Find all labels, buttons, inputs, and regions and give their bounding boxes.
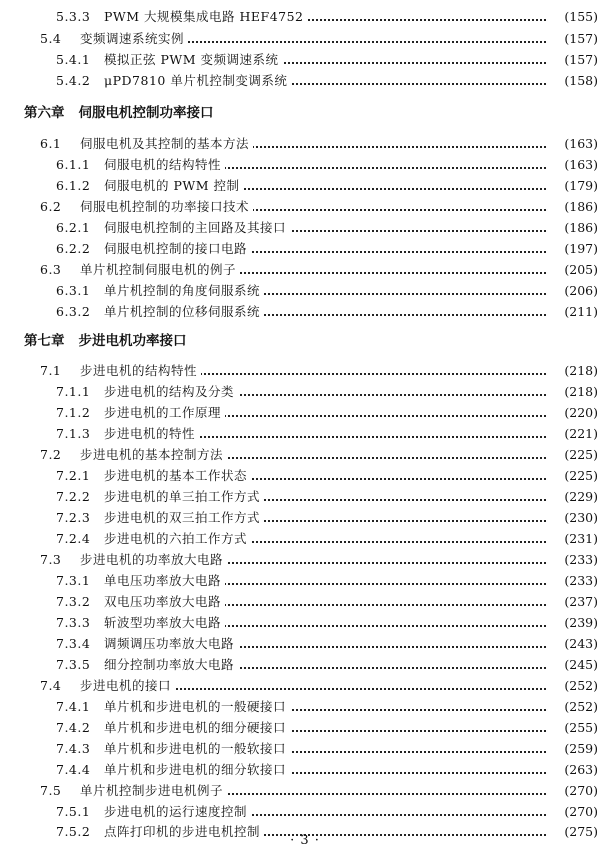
entry-number: 6.3.2 bbox=[56, 304, 91, 319]
entry-page: (233) bbox=[561, 570, 598, 592]
entry-page: (225) bbox=[561, 465, 598, 487]
toc-entry bbox=[0, 70, 610, 92]
entry-number: 7.1 bbox=[40, 363, 62, 378]
entry-number: 7.3 bbox=[40, 552, 62, 567]
entry-page: (252) bbox=[561, 696, 598, 718]
entry-number: 7.2.1 bbox=[56, 468, 91, 483]
entry-title: 步进电机的特性 bbox=[104, 423, 199, 445]
entry-number: 7.3.3 bbox=[56, 615, 91, 630]
entry-page: (225) bbox=[561, 444, 598, 466]
entry-title: 步进电机的单三拍工作方式 bbox=[104, 486, 264, 508]
entry-page: (263) bbox=[561, 759, 598, 781]
chapter-heading bbox=[24, 330, 187, 352]
entry-page: (230) bbox=[561, 507, 598, 529]
toc-entry bbox=[0, 780, 610, 802]
toc-entry bbox=[0, 381, 610, 403]
toc-entry bbox=[0, 175, 610, 197]
entry-page: (252) bbox=[561, 675, 598, 697]
toc-entry bbox=[0, 570, 610, 592]
entry-number: 7.2 bbox=[40, 447, 62, 462]
entry-title: 步进电机的结构及分类 bbox=[104, 381, 238, 403]
entry-number: 6.1.1 bbox=[56, 157, 91, 172]
entry-title: 伺服电机的 PWM 控制 bbox=[104, 175, 244, 197]
page-number: · 3 · bbox=[290, 833, 320, 848]
entry-title: 单片机控制步进电机例子 bbox=[80, 780, 227, 802]
entry-number: 7.4.2 bbox=[56, 720, 91, 735]
entry-number: 7.1.1 bbox=[56, 384, 91, 399]
entry-number: 7.1.2 bbox=[56, 405, 91, 420]
entry-page: (255) bbox=[561, 717, 598, 739]
entry-title: 步进电机的工作原理 bbox=[104, 402, 225, 424]
chapter-label: 第七章 bbox=[24, 333, 65, 349]
entry-number: 5.4 bbox=[40, 31, 62, 46]
entry-number: 5.4.1 bbox=[56, 52, 91, 67]
entry-number: 7.2.4 bbox=[56, 531, 91, 546]
toc-entry bbox=[0, 654, 610, 676]
toc-entry bbox=[0, 486, 610, 508]
entry-page: (218) bbox=[561, 360, 598, 382]
toc-entry bbox=[0, 28, 610, 50]
toc-entry bbox=[0, 238, 610, 260]
entry-page: (259) bbox=[561, 738, 598, 760]
entry-page: (245) bbox=[561, 654, 598, 676]
toc-entry bbox=[0, 133, 610, 155]
entry-title: 伺服电机的结构特性 bbox=[104, 154, 225, 176]
chapter-title: 伺服电机控制功率接口 bbox=[78, 105, 214, 121]
entry-number: 6.3 bbox=[40, 262, 62, 277]
toc-entry bbox=[0, 280, 610, 302]
toc-entry bbox=[0, 696, 610, 718]
toc-entry bbox=[0, 738, 610, 760]
entry-page: (163) bbox=[561, 154, 598, 176]
entry-title: 伺服电机控制的功率接口技术 bbox=[80, 196, 253, 218]
entry-number: 7.2.3 bbox=[56, 510, 91, 525]
entry-title: 变频调速系统实例 bbox=[80, 28, 188, 50]
toc-entry bbox=[0, 465, 610, 487]
entry-page: (237) bbox=[561, 591, 598, 613]
entry-title: 伺服电机控制的主回路及其接口 bbox=[104, 217, 290, 239]
entry-page: (233) bbox=[561, 549, 598, 571]
entry-number: 7.1.3 bbox=[56, 426, 91, 441]
toc-entry bbox=[0, 759, 610, 781]
entry-page: (239) bbox=[561, 612, 598, 634]
toc-entry bbox=[0, 360, 610, 382]
entry-number: 6.2 bbox=[40, 199, 62, 214]
entry-title: 单片机控制的位移伺服系统 bbox=[104, 301, 264, 323]
entry-title: 步进电机的结构特性 bbox=[80, 360, 201, 382]
entry-page: (231) bbox=[561, 528, 598, 550]
toc-entry bbox=[0, 633, 610, 655]
entry-title: 单电压功率放大电路 bbox=[104, 570, 225, 592]
toc-entry bbox=[0, 154, 610, 176]
entry-title: 斩波型功率放大电路 bbox=[104, 612, 225, 634]
toc-entry bbox=[0, 217, 610, 239]
entry-number: 7.3.5 bbox=[56, 657, 91, 672]
entry-number: 7.4.1 bbox=[56, 699, 91, 714]
toc-entry bbox=[0, 717, 610, 739]
entry-number: 6.1 bbox=[40, 136, 62, 151]
entry-page: (211) bbox=[561, 301, 598, 323]
toc-entry bbox=[0, 301, 610, 323]
toc-entry bbox=[0, 402, 610, 424]
entry-page: (155) bbox=[561, 6, 598, 28]
entry-page: (270) bbox=[561, 801, 598, 823]
entry-page: (243) bbox=[561, 633, 598, 655]
chapter-heading bbox=[24, 102, 214, 124]
toc-entry bbox=[0, 6, 610, 28]
entry-page: (179) bbox=[561, 175, 598, 197]
entry-number: 7.5.1 bbox=[56, 804, 91, 819]
entry-title: PWM 大规模集成电路 HEF4752 bbox=[104, 6, 308, 28]
entry-title: 细分控制功率放大电路 bbox=[104, 654, 238, 676]
toc-entry bbox=[0, 196, 610, 218]
entry-title: 步进电机的基本工作状态 bbox=[104, 465, 251, 487]
entry-title: 单片机和步进电机的细分硬接口 bbox=[104, 717, 290, 739]
entry-number: 7.3.4 bbox=[56, 636, 91, 651]
entry-page: (157) bbox=[561, 49, 598, 71]
entry-title: 单片机和步进电机的一般硬接口 bbox=[104, 696, 290, 718]
entry-number: 7.4.3 bbox=[56, 741, 91, 756]
chapter-label: 第六章 bbox=[24, 105, 65, 121]
entry-number: 7.3.2 bbox=[56, 594, 91, 609]
toc-entry bbox=[0, 549, 610, 571]
entry-title: 单片机和步进电机的细分软接口 bbox=[104, 759, 290, 781]
entry-number: 6.2.1 bbox=[56, 220, 91, 235]
entry-number: 5.3.3 bbox=[56, 9, 91, 24]
entry-title: 单片机控制的角度伺服系统 bbox=[104, 280, 264, 302]
entry-page: (270) bbox=[561, 780, 598, 802]
entry-title: μPD7810 单片机控制变调系统 bbox=[104, 70, 291, 92]
entry-page: (158) bbox=[561, 70, 598, 92]
toc-entry bbox=[0, 591, 610, 613]
entry-title: 伺服电机及其控制的基本方法 bbox=[80, 133, 253, 155]
entry-page: (220) bbox=[561, 402, 598, 424]
entry-number: 6.3.1 bbox=[56, 283, 91, 298]
toc-entry bbox=[0, 612, 610, 634]
entry-number: 7.2.2 bbox=[56, 489, 91, 504]
entry-page: (197) bbox=[561, 238, 598, 260]
entry-page: (186) bbox=[561, 217, 598, 239]
entry-title: 单片机和步进电机的一般软接口 bbox=[104, 738, 290, 760]
entry-title: 步进电机的基本控制方法 bbox=[80, 444, 227, 466]
entry-title: 模拟正弦 PWM 变频调速系统 bbox=[104, 49, 283, 71]
entry-title: 步进电机的六拍工作方式 bbox=[104, 528, 251, 550]
entry-page: (206) bbox=[561, 280, 598, 302]
entry-title: 步进电机的运行速度控制 bbox=[104, 801, 251, 823]
entry-title: 步进电机的双三拍工作方式 bbox=[104, 507, 264, 529]
entry-page: (163) bbox=[561, 133, 598, 155]
toc-entry bbox=[0, 528, 610, 550]
entry-title: 步进电机的功率放大电路 bbox=[80, 549, 227, 571]
entry-page: (229) bbox=[561, 486, 598, 508]
chapter-title: 步进电机功率接口 bbox=[78, 333, 187, 349]
toc-entry bbox=[0, 801, 610, 823]
entry-page: (205) bbox=[561, 259, 598, 281]
entry-page: (186) bbox=[561, 196, 598, 218]
entry-title: 伺服电机控制的接口电路 bbox=[104, 238, 251, 260]
entry-page: (275) bbox=[561, 821, 598, 843]
entry-title: 双电压功率放大电路 bbox=[104, 591, 225, 613]
entry-title: 单片机控制伺服电机的例子 bbox=[80, 259, 240, 281]
entry-title: 点阵打印机的步进电机控制 bbox=[104, 821, 264, 843]
entry-page: (221) bbox=[561, 423, 598, 445]
toc-entry bbox=[0, 507, 610, 529]
toc-entry bbox=[0, 423, 610, 445]
entry-number: 6.1.2 bbox=[56, 178, 91, 193]
entry-page: (218) bbox=[561, 381, 598, 403]
toc-entry bbox=[0, 444, 610, 466]
entry-number: 5.4.2 bbox=[56, 73, 91, 88]
entry-page: (157) bbox=[561, 28, 598, 50]
entry-number: 7.4.4 bbox=[56, 762, 91, 777]
toc-entry bbox=[0, 259, 610, 281]
entry-number: 7.5.2 bbox=[56, 824, 91, 839]
toc-entry bbox=[0, 49, 610, 71]
toc-entry bbox=[0, 675, 610, 697]
entry-number: 7.3.1 bbox=[56, 573, 91, 588]
entry-number: 7.4 bbox=[40, 678, 62, 693]
entry-number: 7.5 bbox=[40, 783, 62, 798]
entry-title: 步进电机的接口 bbox=[80, 675, 175, 697]
entry-number: 6.2.2 bbox=[56, 241, 91, 256]
entry-title: 调频调压功率放大电路 bbox=[104, 633, 238, 655]
